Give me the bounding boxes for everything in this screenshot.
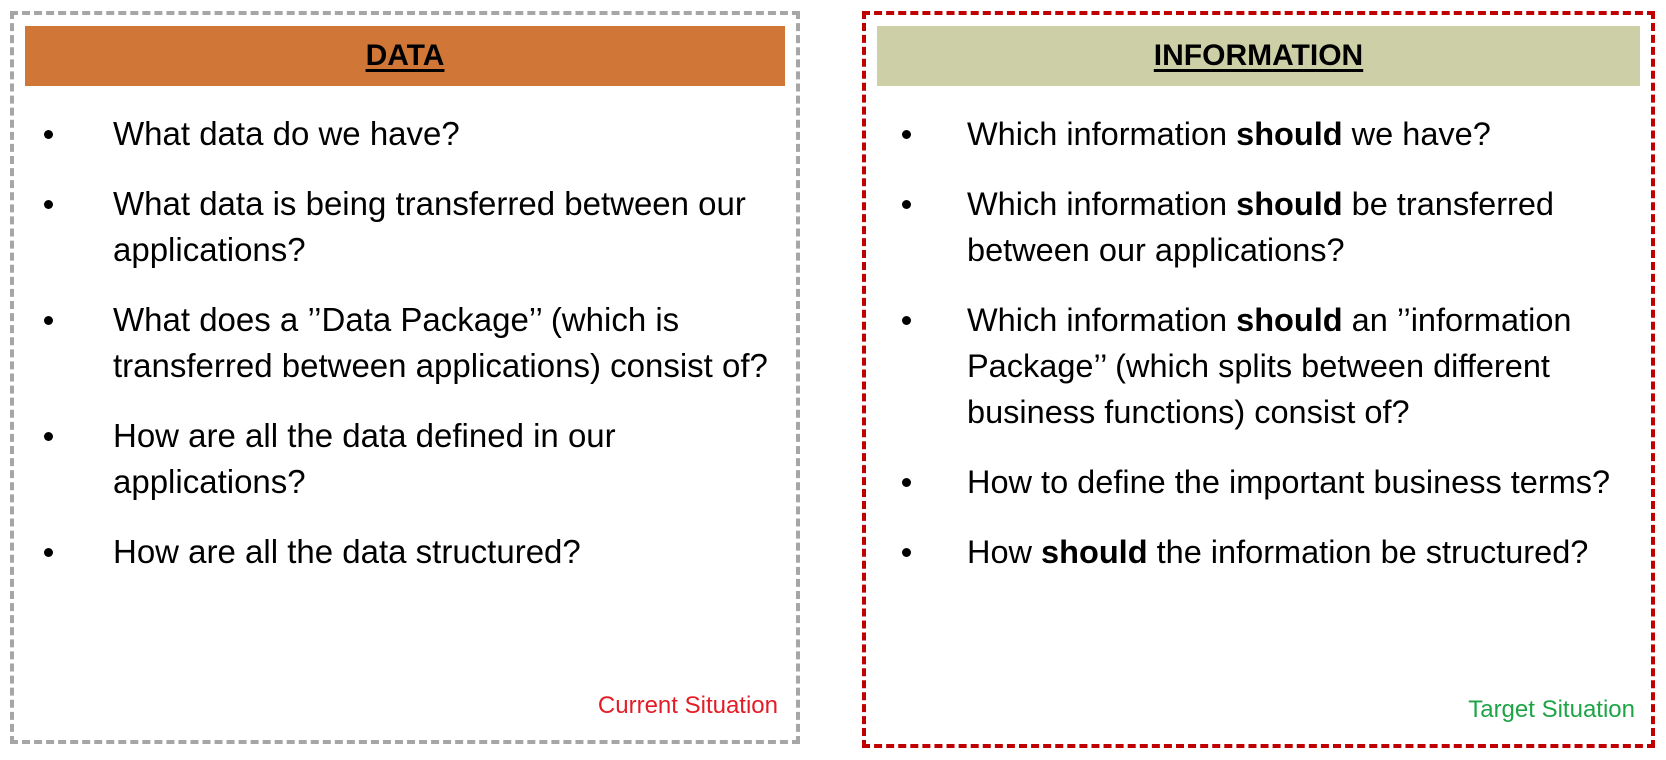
bullet-icon (44, 130, 53, 139)
list-item (14, 111, 786, 157)
bullet-icon (44, 200, 53, 209)
data-question-list (14, 111, 786, 599)
information-panel (862, 11, 1655, 748)
target-situation-caption: Target Situation (1468, 696, 1635, 723)
bullet-icon (44, 548, 53, 557)
data-title: DATA (365, 39, 445, 72)
list-item-text: Which information should we have? (967, 116, 1491, 152)
list-item-text: Which information should be transferred between our applications? (967, 186, 1555, 268)
list-item-text: How are all the data defined in our applications? (113, 417, 616, 500)
bullet-icon (902, 130, 911, 139)
current-situation-caption: Current Situation (597, 692, 778, 719)
list-item (14, 413, 786, 505)
list-item-text: Which information should an ’’information Package’’ (which splits between different business functions) consist of? (967, 302, 1572, 430)
list-item (866, 181, 1643, 273)
bullet-icon (902, 478, 911, 487)
list-item (866, 111, 1643, 157)
list-item-text: How are all the data structured? (113, 533, 581, 570)
bullet-icon (44, 316, 53, 325)
bullet-icon (902, 548, 911, 557)
list-item-text: What does a ’’Data Package’’ (which is transferred between applications) consist of? (113, 301, 768, 384)
bullet-icon (902, 200, 911, 209)
information-header (877, 26, 1640, 86)
list-item (14, 181, 786, 273)
bullet-icon (44, 432, 53, 441)
list-item-text: What data do we have? (113, 115, 460, 152)
list-item (14, 297, 786, 389)
data-panel (10, 11, 800, 744)
list-item-text: How should the information be structured? (967, 534, 1589, 570)
list-item (866, 459, 1643, 505)
bullet-icon (902, 316, 911, 325)
information-question-list (866, 111, 1643, 599)
information-title: INFORMATION (1153, 39, 1364, 72)
data-header (25, 26, 785, 86)
list-item (866, 297, 1643, 435)
list-item (866, 529, 1643, 575)
list-item-text: What data is being transferred between our applications? (113, 185, 746, 268)
list-item-text: How to define the important business terms? (967, 464, 1611, 500)
list-item (14, 529, 786, 575)
